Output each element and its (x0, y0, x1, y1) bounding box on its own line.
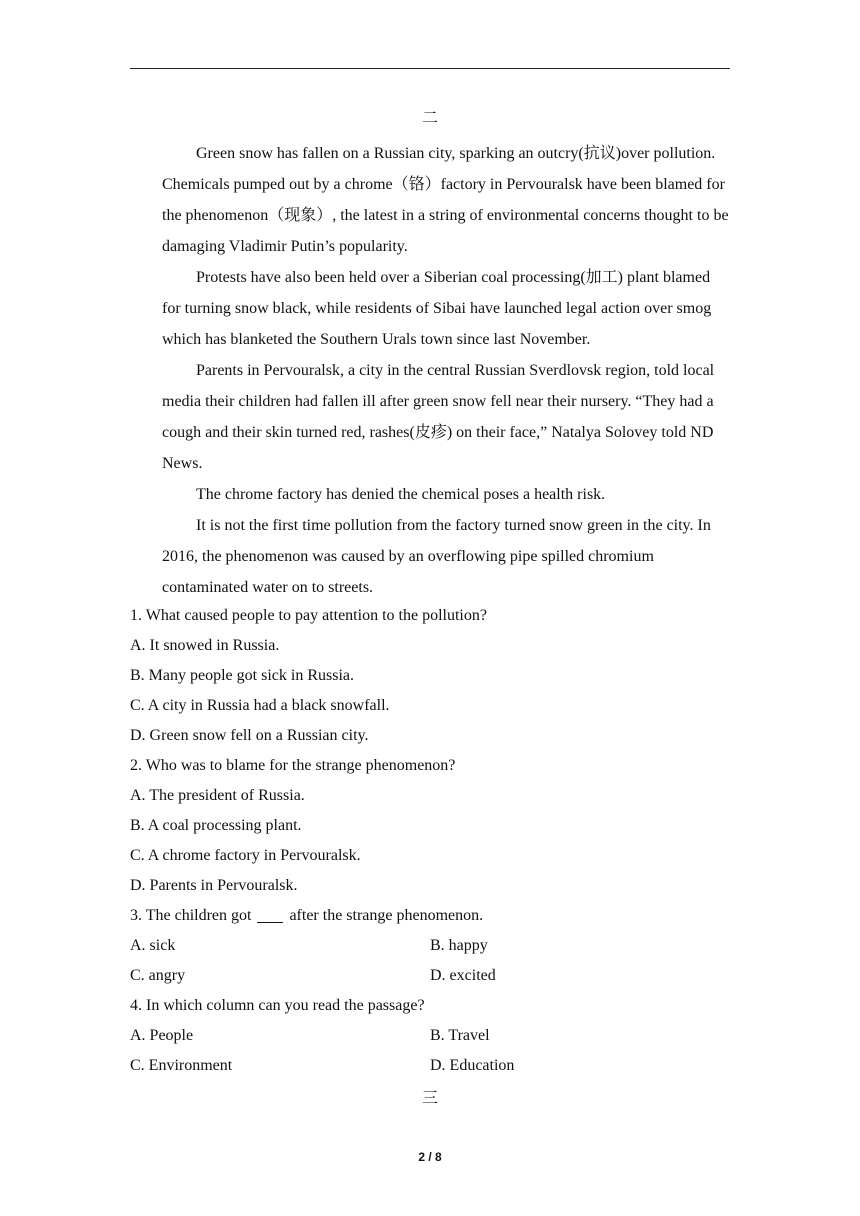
text-line: damaging Vladimir Putin’s popularity. (162, 238, 408, 255)
answer-option: A. People (130, 1027, 194, 1044)
text-line: News. (162, 455, 203, 472)
answer-option: B. Travel (430, 1027, 490, 1044)
answer-option: D. Education (430, 1057, 515, 1074)
text-line: for turning snow black, while residents of Sibai have launched legal action over smog (162, 300, 712, 317)
text-line: Protests have also been held over a Siberian coal processing(加工) plant blamed (196, 269, 711, 286)
passage-paragraph (130, 262, 730, 355)
text-line: the phenomenon（现象）, the latest in a string of environmental concerns thought to be (162, 207, 729, 224)
question-stem-end: after the strange phenomenon. (289, 907, 484, 924)
question-stem: 4. In which column can you read the passage? (130, 997, 425, 1014)
text-line: It is not the first time pollution from the factory turned snow green in the city. In (196, 517, 711, 534)
question-stem: 1. What caused people to pay attention to the pollution? (130, 607, 487, 624)
passage-paragraph (130, 479, 730, 510)
option-row (130, 1051, 730, 1081)
text-line: media their children had fallen ill after green snow fell near their nursery. “They had a (162, 393, 714, 410)
text-line: The chrome factory has denied the chemical poses a health risk. (196, 486, 606, 503)
option-row (130, 1021, 730, 1051)
text-line: which has blanketed the Southern Urals town since last November. (162, 331, 591, 348)
option-row (130, 961, 730, 991)
answer-option: C. Environment (130, 1057, 233, 1074)
answer-option: B. A coal processing plant. (130, 817, 302, 834)
answer-option: A. sick (130, 937, 176, 954)
next-section-title: 三 (421, 1090, 438, 1107)
question-stem (130, 901, 730, 931)
answer-option: A. The president of Russia. (130, 787, 305, 804)
answer-option: C. angry (130, 967, 186, 984)
section-title: 二 (421, 110, 438, 127)
text-line: Chemicals pumped out by a chrome（铬）factory in Pervouralsk have been blamed for (162, 176, 725, 193)
text-line: Parents in Pervouralsk, a city in the central Russian Sverdlovsk region, told local (196, 362, 715, 379)
text-line: contaminated water on to streets. (162, 579, 374, 596)
question-stem: 2. Who was to blame for the strange phenomenon? (130, 757, 456, 774)
question-stem-start: 3. The children got (130, 907, 252, 924)
answer-option: D. Green snow fell on a Russian city. (130, 727, 369, 744)
answer-option: C. A chrome factory in Pervouralsk. (130, 847, 361, 864)
answer-option: D. Parents in Pervouralsk. (130, 877, 298, 894)
answer-blank (257, 906, 283, 923)
answer-option: D. excited (430, 967, 496, 984)
answer-option: B. happy (430, 937, 488, 954)
page-number: 2 / 8 (418, 1150, 442, 1164)
text-line: 2016, the phenomenon was caused by an overflowing pipe spilled chromium (162, 548, 654, 565)
question-list (130, 601, 730, 1081)
text-line: Green snow has fallen on a Russian city, sparking an outcry(抗议)over pollution. (196, 145, 716, 162)
passage-paragraph (130, 355, 730, 479)
header-rule (130, 68, 730, 69)
answer-option: C. A city in Russia had a black snowfall. (130, 697, 390, 714)
answer-option: B. Many people got sick in Russia. (130, 667, 354, 684)
passage-paragraph (130, 510, 730, 603)
option-row (130, 931, 730, 961)
reading-passage (130, 138, 730, 603)
answer-option: A. It snowed in Russia. (130, 637, 280, 654)
text-line: cough and their skin turned red, rashes(皮疹) on their face,” Natalya Solovey told ND (162, 424, 714, 441)
passage-paragraph (130, 138, 730, 262)
